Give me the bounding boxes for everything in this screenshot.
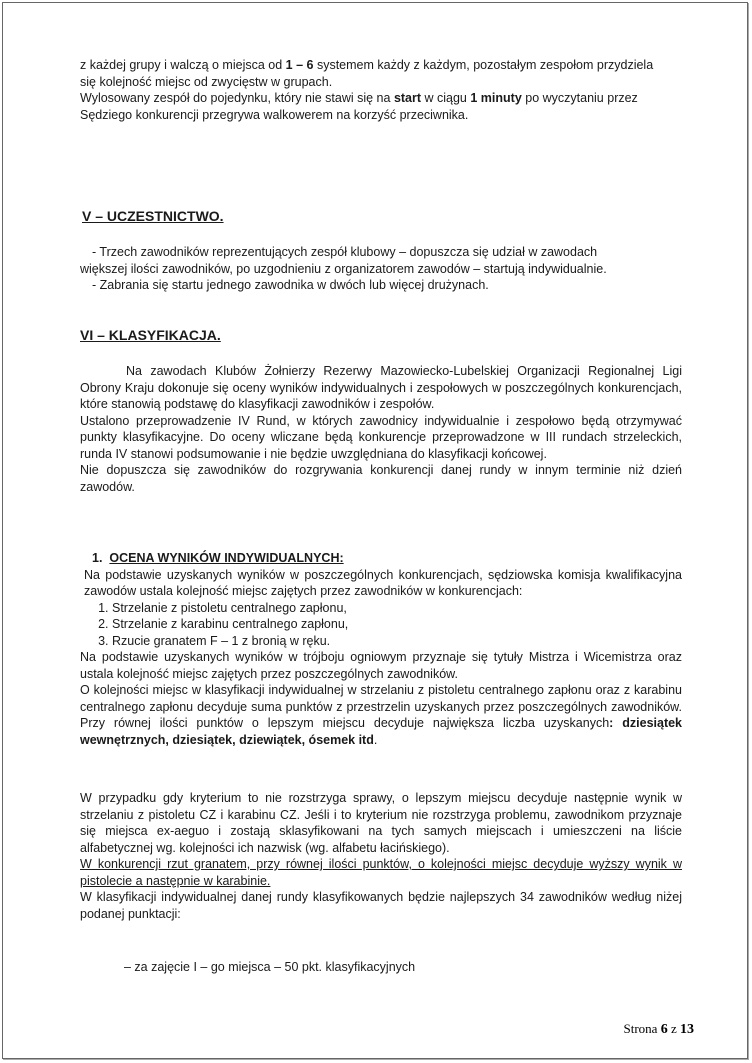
participation-item-1b: większej ilości zawodników, po uzgodnieniu z organizatorem zawodów – startują indywidualnie. [80, 261, 607, 276]
intro-block [80, 57, 682, 123]
classification-para-2: Ustalono przeprowadzenie IV Rund, w których zawodnicy indywidualnie i zespołowo będą otrzymywać punkty klasyfikacyjne. Do oceny wliczane będą konkurencje przeprowadzone w III rundach strzeleckich, runda IV stanowi podsumowanie i nie będzie uwzględniana do klasyfikacji końcowej. [80, 413, 682, 461]
intro-line-3: Wylosowany zespół do pojedynku, który nie stawi się na start w ciągu 1 minuty po wyczytaniu przez [80, 91, 638, 105]
intro-line-2: się kolejność miejsc od zwycięstw w grupach. [80, 74, 333, 89]
classification-para-3: Nie dopuszcza się zawodników do rozgrywania konkurencji danej rundy w innym terminie niż dzień zawodów. [80, 463, 682, 494]
classification-para-1: Na zawodach Klubów Żołnierzy Rezerwy Mazowiecko-Lubelskiej Organizacji Regionalnej Ligi Obrony Kraju dokonuje się oceny wyników indywidualnych i zespołowych w poszczególnych konkurencjach, które stanowią podstawę do klasyfikacji zawodników i zespołów. [80, 364, 682, 411]
individual-para-4: W przypadku gdy kryterium to nie rozstrzyga sprawy, o lepszym miejscu decyduje następnie wynik w strzelaniu z pistoletu CZ i karabinu CZ. Jeśli i to kryterium nie rozstrzyga problemu, zawodnikom przyznaje się miejsca ex-aeguo i zostają sklasyfikowani na tych samych miejscach i umieszczeni na liście alfabetycznej wg. kolejności ich nazwisk (wg. alfabetu łacińskiego). [80, 791, 682, 855]
subsection-1 [80, 550, 682, 748]
subsection-1-continued [80, 790, 682, 922]
competition-list [84, 600, 682, 650]
section-5-heading: V – UCZESTNICTWO. [82, 208, 224, 224]
list-item: 3. Rzucie granatem F – 1 z bronią w ręku. [112, 633, 682, 650]
points-block [80, 959, 682, 976]
section-6 [80, 327, 682, 344]
section-6-heading: VI – KLASYFIKACJA. [80, 327, 221, 343]
individual-para-6: W klasyfikacji indywidualnej danej rundy klasyfikowanych będzie najlepszych 34 zawodników według niżej podanej punktacji: [80, 890, 682, 921]
individual-para-2: Na podstawie uzyskanych wyników w trójboju ogniowym przyznaje się tytuły Mistrza i Wicemistrza oraz ustala kolejność miejsc zajętych przez poszczególnych zawodników. [80, 650, 682, 681]
subsection-1-heading: OCENA WYNIKÓW INDYWIDUALNYCH: [109, 551, 344, 565]
participation-item-1a: - Trzech zawodników reprezentujących zespół klubowy – dopuszcza się udział w zawodach [92, 245, 598, 259]
list-item: 1. Strzelanie z pistoletu centralnego zapłonu, [112, 600, 682, 617]
intro-line-4: Sędziego konkurencji przegrywa walkowerem na korzyść przeciwnika. [80, 107, 469, 122]
intro-line-1: z każdej grupy i walczą o miejsca od 1 – 6 systemem każdy z każdym, pozostałym zespołom przydziela [80, 58, 654, 72]
points-line: – za zajęcie I – go miejsca – 50 pkt. klasyfikacyjnych [124, 960, 416, 974]
individual-para-1: Na podstawie uzyskanych wyników w poszczególnych konkurencjach, sędziowska komisja kwalifikacyjna zawodów ustala kolejność miejsc zajętych przez zawodników w konkurencjach: [84, 567, 682, 598]
subsection-1-title [80, 550, 682, 567]
individual-para-3: O kolejności miejsc w klasyfikacji indywidualnej w strzelaniu z pistoletu centralnego zapłonu oraz z karabinu centralnego zapłonu decyduje suma punktów z przestrzelin uzyskanych przez poszczególnych zawodników. Przy równej ilości punktów o lepszym miejscu decyduje największa liczba uzyskanych: dziesiątek wewnętrznych, dziesiątek, dziewiątek, ósemek itd. [80, 683, 683, 747]
list-item: 2. Strzelanie z karabinu centralnego zapłonu, [112, 616, 682, 633]
subsection-1-number: 1. [92, 551, 103, 565]
section-6-body [80, 363, 682, 495]
section-5-items [80, 244, 682, 294]
individual-para-5: W konkurencji rzut granatem, przy równej ilości punktów, o kolejności miejsc decyduje wyższy wynik w pistolecie a następnie w karabinie. [80, 857, 682, 888]
page-number-footer: Strona 6 z 13 [623, 1021, 694, 1037]
section-5 [80, 208, 682, 225]
participation-item-2: - Zabrania się startu jednego zawodnika w dwóch lub więcej drużynach. [92, 278, 489, 292]
